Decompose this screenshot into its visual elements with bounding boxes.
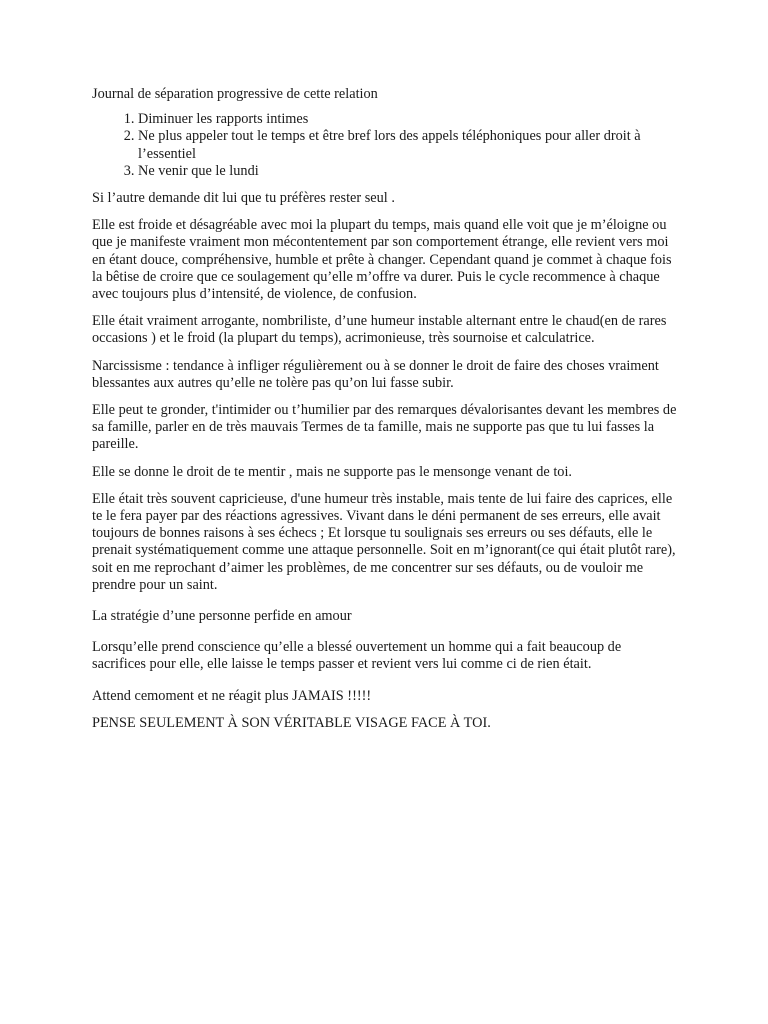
paragraph-advice: Si l’autre demande dit lui que tu préfères rester seul . [92,190,395,207]
paragraph-cycle: Elle est froide et désagréable avec moi la plupart du temps, mais quand elle voit que je m’éloigne ou que je manifeste vraiment mon mécontentement par son comportement étrange, elle revient vers moi en étant douce, compréhensive, humble et prête à changer. Cependant quand je commet à chaque fois la bêtise de croire que ce soulagement qu’elle m’offre va durer. Puis le cycle recommence à chaque avec toujours plus d’intensité, de violence, de confusion. [92,217,672,303]
step-item: 2. Ne plus appeler tout le temps et être bref lors des appels téléphoniques pour aller droit à l’essentiel [138,128,678,162]
document-title: Journal de séparation progressive de cette relation [92,86,378,102]
paragraph-humiliation: Elle peut te gronder, t'intimider ou t’humilier par des remarques dévalorisantes devant les membres de sa famille, parler en de très mauvais Termes de ta famille, mais ne supporte pas que tu lui fasses la pareille. [92,402,677,453]
paragraph-strategy: Lorsqu’elle prend conscience qu’elle a blessé ouvertement un homme qui a fait beaucoup de sacrifices pour elle, elle laisse le temps passer et revient vers lui comme ci de rien était. [92,639,622,673]
paragraph-lying: Elle se donne le droit de te mentir , mais ne supporte pas le mensonge venant de toi. [92,463,573,480]
paragraph-wait: Attend cemoment et ne réagit plus JAMAIS !!!!! [92,687,372,704]
document-page [92,86,678,742]
paragraph-capricious: Elle était très souvent capricieuse, d'une humeur très instable, mais tente de lui faire des caprices, elle te le fera payer par des réactions agressives. Vivant dans le déni permanent de ses erreurs, elle avait toujours de bonnes raisons à ses échecs ; Et lorsque tu soulignais ses erreurs ou ses défauts, elle le prenait systématiquement comme une attaque personnelle. Soit en m’ignorant(ce qui était plutôt rare), soit en me reprochant d’aimer les problèmes, de me concentrer sur ses défauts, ou de vouloir me prendre pour un saint. [92,490,676,593]
step-item: 3. Ne venir que le lundi [138,163,678,180]
section-heading-strategy: La stratégie d’une personne perfide en amour [92,608,352,625]
paragraph-arrogance: Elle était vraiment arrogante, nombriliste, d’une humeur instable alternant entre le chaud(en de rares occasions ) et le froid (la plupart du temps), acrimonieuse, très sournoise et calculatrice. [92,313,667,347]
separation-steps-list [92,111,678,180]
paragraph-closing: PENSE SEULEMENT À SON VÉRITABLE VISAGE FACE À TOI. [92,714,491,731]
paragraph-narcissism: Narcissisme : tendance à infliger régulièrement ou à se donner le droit de faire des choses vraiment blessantes aux autres qu’elle ne tolère pas qu’on lui fasse subir. [92,357,659,391]
step-item: 1. Diminuer les rapports intimes [138,111,678,128]
